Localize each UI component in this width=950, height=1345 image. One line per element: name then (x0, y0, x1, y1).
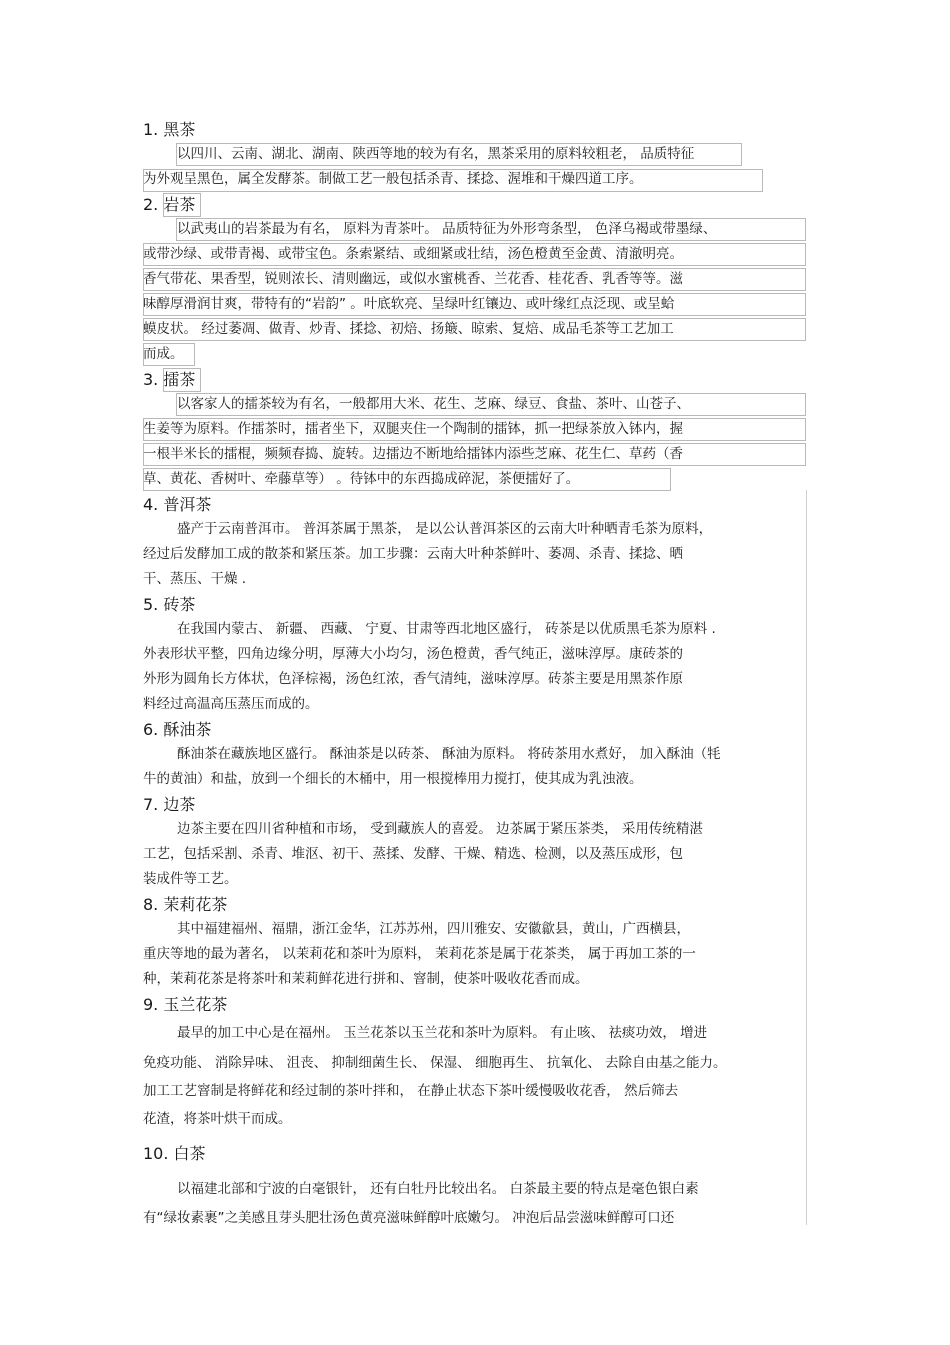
paragraph-line: 以武夷山的岩茶最为有名， 原料为青茶叶。 品质特征为外形弯条型， 色泽乌褐或带墨绿、 (177, 221, 717, 237)
paragraph-line: 牛的黄油）和盐，放到一个细长的木桶中，用一根搅棒用力搅打，使其成为乳浊液。 (143, 771, 643, 787)
paragraph-line: 最早的加工中心是在福州。 玉兰花茶以玉兰花和茶叶为原料。 有止咳、 祛痰功效， 增进 (177, 1025, 708, 1041)
section-heading-leicha: 3. 擂茶 (143, 370, 196, 389)
section-heading-yancha: 2. 岩茶 (143, 195, 196, 214)
paragraph-line: 以客家人的擂茶较为有名，一般都用大米、花生、芝麻、绿豆、食盐、茶叶、山苍子、 (177, 396, 690, 412)
paragraph-line: 以福建北部和宁波的白毫银针， 还有白牡丹比较出名。 白茶最主要的特点是毫色银白素 (177, 1181, 699, 1197)
paragraph-line: 香气带花、果香型，锐则浓长、清则幽远，或似水蜜桃香、兰花香、桂花香、乳香等等。滋 (143, 271, 683, 287)
section-heading-suyoucha: 6. 酥油茶 (143, 720, 212, 739)
paragraph-line: 以四川、云南、湖北、湖南、陕西等地的较为有名，黑茶采用的原料较粗老， 品质特征 (177, 146, 695, 162)
paragraph-line: 有“绿妆素裹”之美感且芽头肥壮汤色黄亮滋味鲜醇叶底嫩匀。 冲泡后品尝滋味鲜醇可口还 (143, 1210, 675, 1226)
paragraph-line: 外表形状平整，四角边缘分明，厚薄大小均匀，汤色橙黄，香气纯正，滋味淳厚。康砖茶的 (143, 646, 683, 662)
paragraph-line: 种，茉莉花茶是将茶叶和茉莉鲜花进行拼和、窨制，使茶叶吸收花香而成。 (143, 971, 589, 987)
paragraph-line: 干、蒸压、干燥 . (143, 571, 247, 587)
paragraph-line: 经过后发酵加工成的散茶和紧压茶。加工步骤：云南大叶种茶鲜叶、萎凋、杀青、揉捻、晒 (143, 546, 683, 562)
section-heading-puercha: 4. 普洱茶 (143, 495, 212, 514)
section-heading-biancha: 7. 边茶 (143, 795, 196, 814)
paragraph-line: 边茶主要在四川省种植和市场， 受到藏族人的喜爱。 边茶属于紧压茶类， 采用传统精湛 (177, 821, 703, 837)
section-heading-baicha: 10. 白茶 (143, 1144, 206, 1163)
paragraph-line: 加工工艺窨制是将鲜花和经过制的茶叶拌和， 在静止状态下茶叶缓慢吸收花香， 然后筛去 (143, 1083, 679, 1099)
paragraph-line: 其中福建福州、福鼎，浙江金华，江苏苏州，四川雅安、安徽歙县，黄山，广西横县， (177, 921, 690, 937)
paragraph-line: 重庆等地的最为著名， 以茉莉花和茶叶为原料， 茉莉花茶是属于花茶类， 属于再加工茶的一 (143, 946, 696, 962)
paragraph-line: 料经过高温高压蒸压而成的。 (143, 696, 319, 712)
paragraph-line: 花渣，将茶叶烘干而成。 (143, 1111, 292, 1127)
paragraph-line: 一根半米长的擂棍，频频春捣、旋转。边擂边不断地给擂钵内添些芝麻、花生仁、草药（香 (143, 446, 683, 462)
section-heading-zhuancha: 5. 砖茶 (143, 595, 196, 614)
paragraph-line: 或带沙绿、或带青褐、或带宝色。条索紧结、或细紧或壮结，汤色橙黄至金黄、清澈明亮。 (143, 246, 683, 262)
paragraph-line: 外形为圆角长方体状，色泽棕褐，汤色红浓，香气清纯，滋味淳厚。砖茶主要是用黑茶作原 (143, 671, 683, 687)
paragraph-line: 味醇厚滑润甘爽，带特有的“岩韵” 。叶底软亮、呈绿叶红镶边、或叶缘红点泛现、或呈蛤 (143, 296, 675, 312)
paragraph-line: 生姜等为原料。作擂茶时，擂者坐下，双腿夹住一个陶制的擂钵，抓一把绿茶放入钵内，握 (143, 421, 683, 437)
paragraph-line: 草、黄花、香树叶、牵藤草等） 。待钵中的东西捣成碎泥，茶便擂好了。 (143, 471, 580, 487)
paragraph-line: 盛产于云南普洱市。 普洱茶属于黑茶， 是以公认普洱茶区的云南大叶种晒青毛茶为原料， (177, 521, 713, 537)
section-heading-molihuacha: 8. 茉莉花茶 (143, 895, 228, 914)
section-heading-yulanhuacha: 9. 玉兰花茶 (143, 995, 228, 1014)
paragraph-line: 工艺，包括采割、杀青、堆沤、初干、蒸揉、发酵、干燥、精选、检测，以及蒸压成形，包 (143, 846, 683, 862)
paragraph-line: 蟆皮状。 经过萎凋、做青、炒青、揉捻、初焙、扬簸、晾索、复焙、成品毛茶等工艺加工 (143, 321, 674, 337)
paragraph-line: 在我国内蒙古、 新疆、 西藏、 宁夏、甘肃等西北地区盛行， 砖茶是以优质黑毛茶为原料 . (177, 621, 716, 637)
right-margin-rule (806, 490, 807, 1225)
paragraph-line: 装成件等工艺。 (143, 871, 238, 887)
section-heading-heicha: 1. 黑茶 (143, 120, 196, 139)
paragraph-line: 酥油茶在藏族地区盛行。 酥油茶是以砖茶、 酥油为原料。 将砖茶用水煮好， 加入酥油（牦 (177, 746, 721, 762)
paragraph-line: 为外观呈黑色，属全发酵茶。制做工艺一般包括杀青、揉捻、渥堆和干燥四道工序。 (143, 171, 643, 187)
paragraph-line: 而成。 (143, 346, 184, 362)
paragraph-line: 免疫功能、 消除异味、 沮丧、 抑制细菌生长、 保湿、 细胞再生、 抗氧化、 去除自由基之能力。 (143, 1055, 727, 1071)
